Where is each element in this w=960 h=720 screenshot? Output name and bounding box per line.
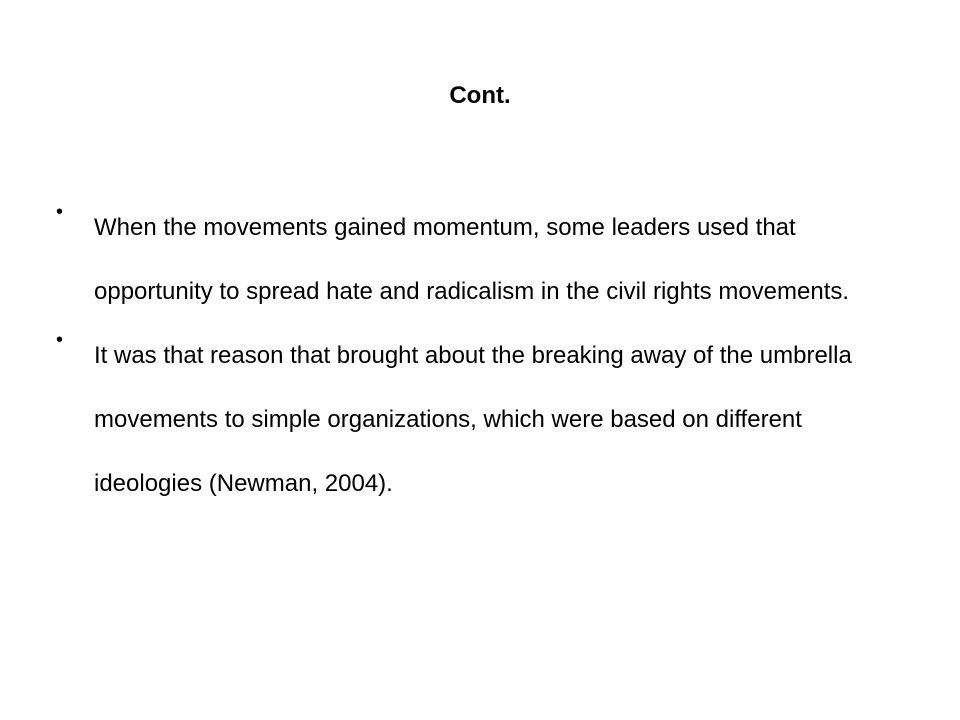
bullet-marker: • [56,329,64,351]
bullet-marker: • [56,201,64,223]
bullet-item [56,196,906,324]
bullet-list [56,196,906,516]
bullet-text: It was that reason that brought about the breaking away of the umbrella movements to simple organizations, which were based on different ideologies (Newman, 2004). [94,342,852,497]
bullet-item [56,324,906,516]
slide-title: Cont. [449,82,511,109]
bullet-text: When the movements gained momentum, some leaders used that opportunity to spread hate and radicalism in the civil rights movements. [94,214,850,305]
